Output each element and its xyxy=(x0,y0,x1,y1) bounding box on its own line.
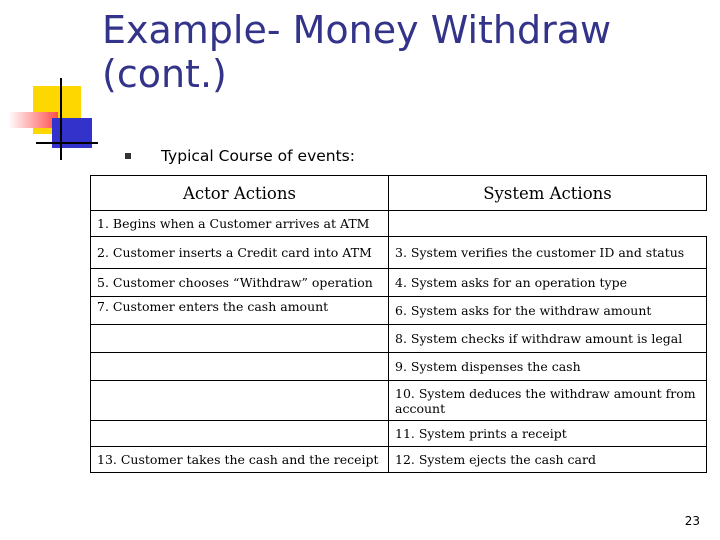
events-table xyxy=(90,175,707,473)
header-actor-actions: Actor Actions xyxy=(91,176,389,211)
decorative-horizontal-line xyxy=(36,142,98,144)
title-line-1: Example- Money Withdraw xyxy=(102,8,612,52)
table-row xyxy=(91,211,707,237)
table-row xyxy=(91,297,707,325)
actor-cell xyxy=(91,421,389,447)
actor-cell: 1. Begins when a Customer arrives at ATM xyxy=(91,211,389,237)
table-header-row xyxy=(91,176,707,211)
system-cell: 12. System ejects the cash card xyxy=(389,447,707,473)
actor-cell xyxy=(91,325,389,353)
bullet-square-icon xyxy=(125,153,131,159)
bullet-text: Typical Course of events: xyxy=(161,147,355,165)
actor-cell: 13. Customer takes the cash and the receipt xyxy=(91,447,389,473)
table-row xyxy=(91,237,707,269)
bullet-item xyxy=(125,147,355,165)
table-row xyxy=(91,353,707,381)
table-row xyxy=(91,269,707,297)
system-cell: 3. System verifies the customer ID and status xyxy=(389,237,707,269)
system-cell xyxy=(389,211,707,237)
system-cell: 9. System dispenses the cash xyxy=(389,353,707,381)
header-system-actions: System Actions xyxy=(389,176,707,211)
actor-cell: 7. Customer enters the cash amount xyxy=(91,297,389,325)
actor-cell xyxy=(91,381,389,421)
decorative-red-bar xyxy=(8,112,58,128)
actor-cell: 2. Customer inserts a Credit card into ATM xyxy=(91,237,389,269)
system-cell: 11. System prints a receipt xyxy=(389,421,707,447)
system-cell: 8. System checks if withdraw amount is legal xyxy=(389,325,707,353)
system-cell: 10. System deduces the withdraw amount from account xyxy=(389,381,707,421)
actor-cell xyxy=(91,353,389,381)
table-row xyxy=(91,325,707,353)
table-row xyxy=(91,381,707,421)
decorative-vertical-line xyxy=(60,78,62,160)
actor-cell: 5. Customer chooses “Withdraw” operation xyxy=(91,269,389,297)
table-row xyxy=(91,421,707,447)
table-row xyxy=(91,447,707,473)
title-line-2: (cont.) xyxy=(102,52,227,96)
system-cell: 4. System asks for an operation type xyxy=(389,269,707,297)
page-number: 23 xyxy=(684,514,700,528)
slide-title xyxy=(102,8,662,96)
system-cell: 6. System asks for the withdraw amount xyxy=(389,297,707,325)
